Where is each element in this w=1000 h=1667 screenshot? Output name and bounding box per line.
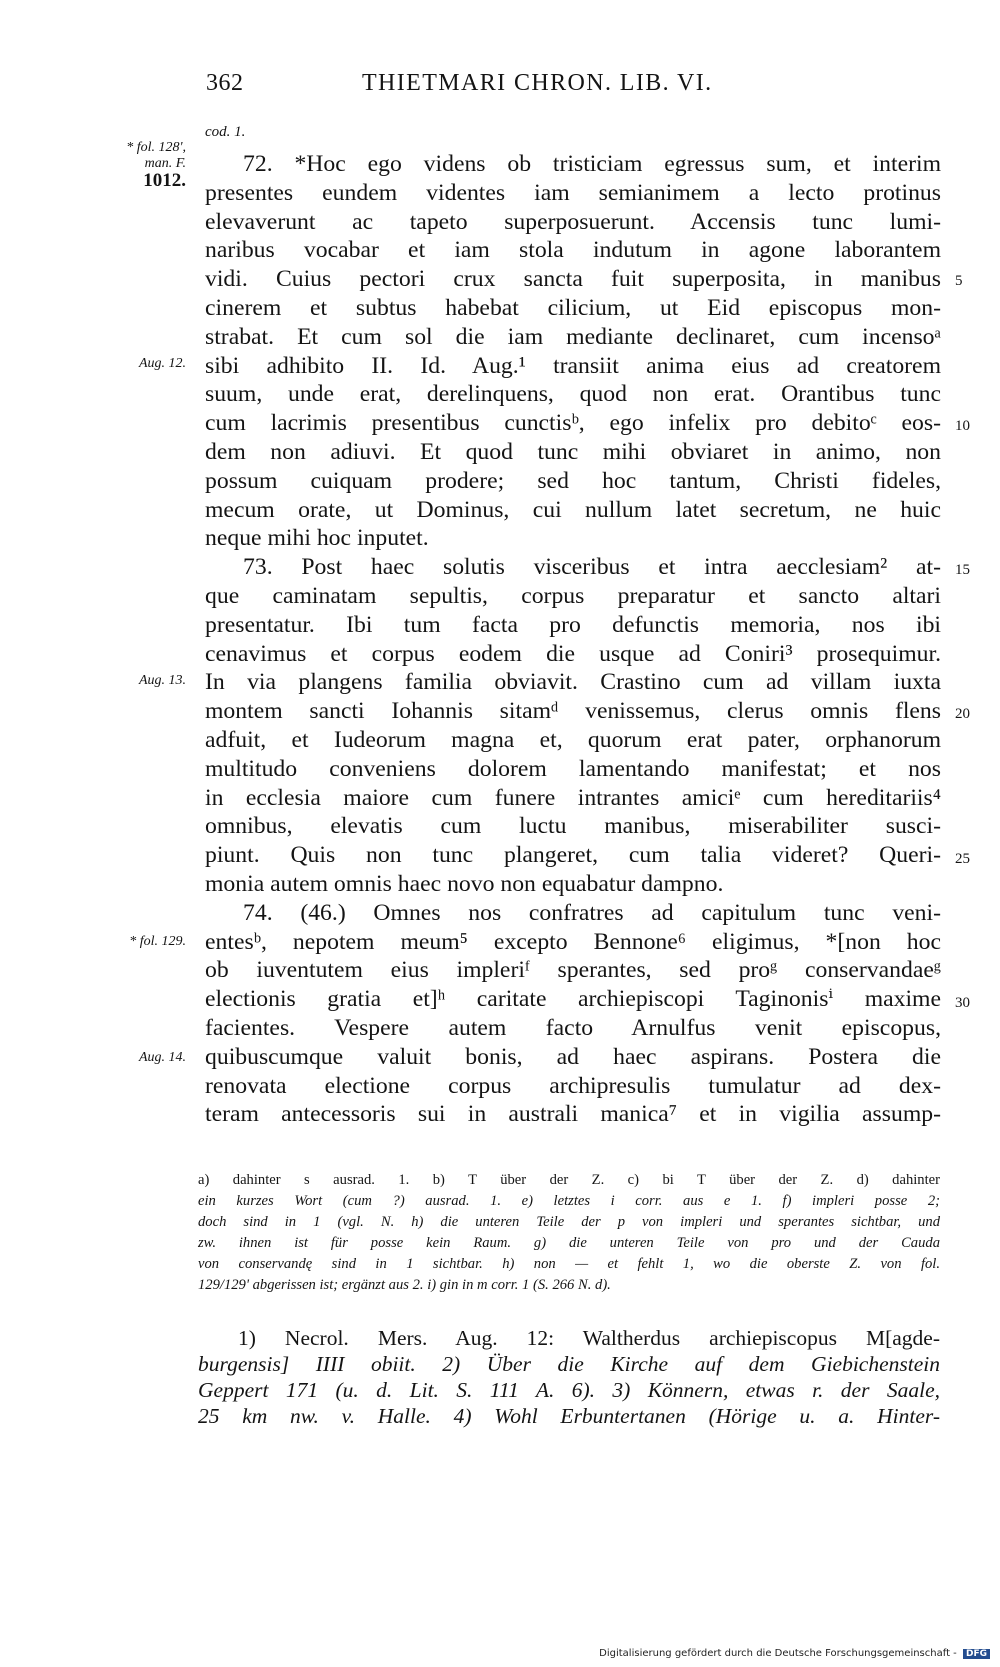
text-line: renovata electione corpus archipresulis tumulatur ad dex- (205, 1072, 941, 1099)
footnote-line: 25 km nw. v. Halle. 4) Wohl Erbuntertanen (Hörige u. a. Hinter- (198, 1404, 940, 1428)
text-line: teram antecessoris sui in australi manica⁷ et in vigilia assump- (205, 1101, 941, 1128)
text-line: que caminatam sepultis, corpus preparatur et sancto altari (205, 582, 941, 609)
text-line: elevaverunt ac tapeto superposuerunt. Accensis tunc lumi- (205, 208, 941, 235)
text-line: piunt. Quis non tunc plangeret, cum talia videret? Queri- (205, 842, 941, 869)
text-line: mecum orate, ut Dominus, cui nullum latet secretum, ne huic (205, 496, 941, 523)
apparatus-line: 129/129' abgerissen ist; ergänzt aus 2. i) gin in m corr. 1 (S. 266 N. d). (198, 1277, 611, 1293)
text-line: presentes eundem videntes iam semianimem a lecto protinus (205, 179, 941, 206)
credit-text: Digitalisierung gefördert durch die Deutsche Forschungsgemeinschaft - (599, 1648, 957, 1659)
line-number: 20 (955, 706, 970, 722)
text-line: possum cuiquam prodere; sed hoc tantum, Christi fideles, (205, 467, 941, 494)
text-line: 73. Post haec solutis visceribus et intra aecclesiam² at- (243, 554, 941, 581)
running-title: THIETMARI CHRON. LIB. VI. (362, 70, 713, 96)
page-number: 362 (206, 70, 244, 96)
margin-aug-12: Aug. 12. (138, 356, 186, 371)
line-number: 25 (955, 851, 970, 867)
apparatus-line: a) dahinter s ausrad. 1. b) T über der Z. c) bi T über der Z. d) dahinter (198, 1172, 940, 1188)
text-line: strabat. Et cum sol die iam mediante declinaret, cum incensoᵃ (205, 323, 941, 350)
text-line: vidi. Cuius pectori crux sancta fuit superposita, in manibus (205, 266, 941, 293)
text-line: adfuit, et Iudeorum magna et, quorum erat pater, orphanorum (205, 726, 941, 753)
text-line: sibi adhibito II. Id. Aug.¹ transiit anima eius ad creatorem (205, 352, 941, 379)
text-line: montem sancti Iohannis sitamᵈ venissemus, clerus omnis flens (205, 698, 941, 725)
margin-year (100, 170, 186, 191)
text-line: multitudo conveniens dolorem lamentando manifestat; et nos (205, 755, 941, 782)
text-line: cum lacrimis presentibus cunctisᵇ, ego infelix pro debitoᶜ eos- (205, 410, 941, 437)
text-line: dem non adiuvi. Et quod tunc mihi obviaret in animo, non (205, 438, 941, 465)
margin-folio-129: * fol. 129. (129, 934, 186, 949)
dfg-logo: DFG (963, 1649, 990, 1659)
margin-folio-128: * fol. 128', (126, 140, 186, 155)
margin-aug-14: Aug. 14. (138, 1050, 186, 1065)
apparatus-line: von conservandę sind in 1 sichtbar. h) non — et fehlt 1, wo die oberste Z. von fol. (198, 1256, 940, 1272)
text-line: entesᵇ, nepotem meum⁵ excepto Bennone⁶ eligimus, *[non hoc (205, 928, 941, 955)
text-line: quibuscumque valuit bonis, ad haec aspirans. Postera die (205, 1043, 941, 1070)
text-line: electionis gratia et]ʰ caritate archiepiscopi Taginonisⁱ maxime (205, 986, 941, 1013)
text-line: naribus vocabar et iam stola indutum in agone laborantem (205, 237, 941, 264)
footnote-line: 1) Necrol. Mers. Aug. 12: Waltherdus archiepiscopus M[agde- (238, 1326, 940, 1350)
critical-apparatus (198, 1170, 940, 1296)
text-line: ob iuventutem eius impleriᶠ sperantes, sed proᵍ conservandaeᵍ (205, 957, 941, 984)
line-number: 5 (955, 273, 963, 289)
year-label: 1012. (143, 170, 186, 191)
text-line: omnibus, elevatis cum luctu manibus, miserabiliter susci- (205, 813, 941, 840)
apparatus-line: ein kurzes Wort (cum ?) ausrad. 1. e) letztes i corr. aus e 1. f) impleri posse 2; (198, 1193, 940, 1209)
text-line: presentatur. Ibi tum facta pro defunctis memoria, nos ibi (205, 611, 941, 638)
line-number: 30 (955, 995, 970, 1011)
apparatus-line: zw. ihnen ist für posse kein Raum. g) die unteren Teile von pro und der Cauda (198, 1235, 940, 1251)
main-text (205, 150, 941, 1129)
footnote-line: Geppert 171 (u. d. Lit. S. 111 A. 6). 3) Könnern, etwas r. der Saale, (198, 1378, 940, 1402)
text-line: cenavimus et corpus eodem die usque ad Coniri³ prosequimur. (205, 640, 941, 667)
line-number: 10 (955, 418, 970, 434)
footnote-line: burgensis] IIII obiit. 2) Über die Kirche auf dem Giebichenstein (198, 1352, 940, 1376)
line-number: 15 (955, 562, 970, 578)
footnotes (198, 1325, 940, 1429)
margin-aug-13: Aug. 13. (138, 673, 186, 688)
apparatus-line: doch sind in 1 (vgl. N. h) die unteren Teile der p von impleri und sperantes sichtbar, und (198, 1214, 940, 1230)
text-line: monia autem omnis haec novo non equabatur dampno. (205, 870, 724, 897)
text-line: in ecclesia maiore cum funere intrantes amiciᵉ cum hereditariis⁴ (205, 784, 941, 811)
text-line: 74. (46.) Omnes nos confratres ad capitulum tunc veni- (243, 899, 941, 926)
text-line: 72. *Hoc ego videns ob tristiciam egressus sum, et interim (243, 151, 941, 177)
codex-note: cod. 1. (205, 124, 246, 140)
text-line: cinerem et subtus habebat cilicium, ut Eid episcopus mon- (205, 294, 941, 321)
margin-hand-f: man. F. (144, 156, 186, 171)
digitization-credit (599, 1648, 990, 1659)
text-line: neque mihi hoc inputet. (205, 525, 429, 552)
text-line: In via plangens familia obviavit. Crastino cum ad villam iuxta (205, 669, 941, 696)
text-line: facientes. Vespere autem facto Arnulfus venit episcopus, (205, 1014, 941, 1041)
text-line: suum, unde erat, derelinquens, quod non erat. Orantibus tunc (205, 381, 941, 408)
